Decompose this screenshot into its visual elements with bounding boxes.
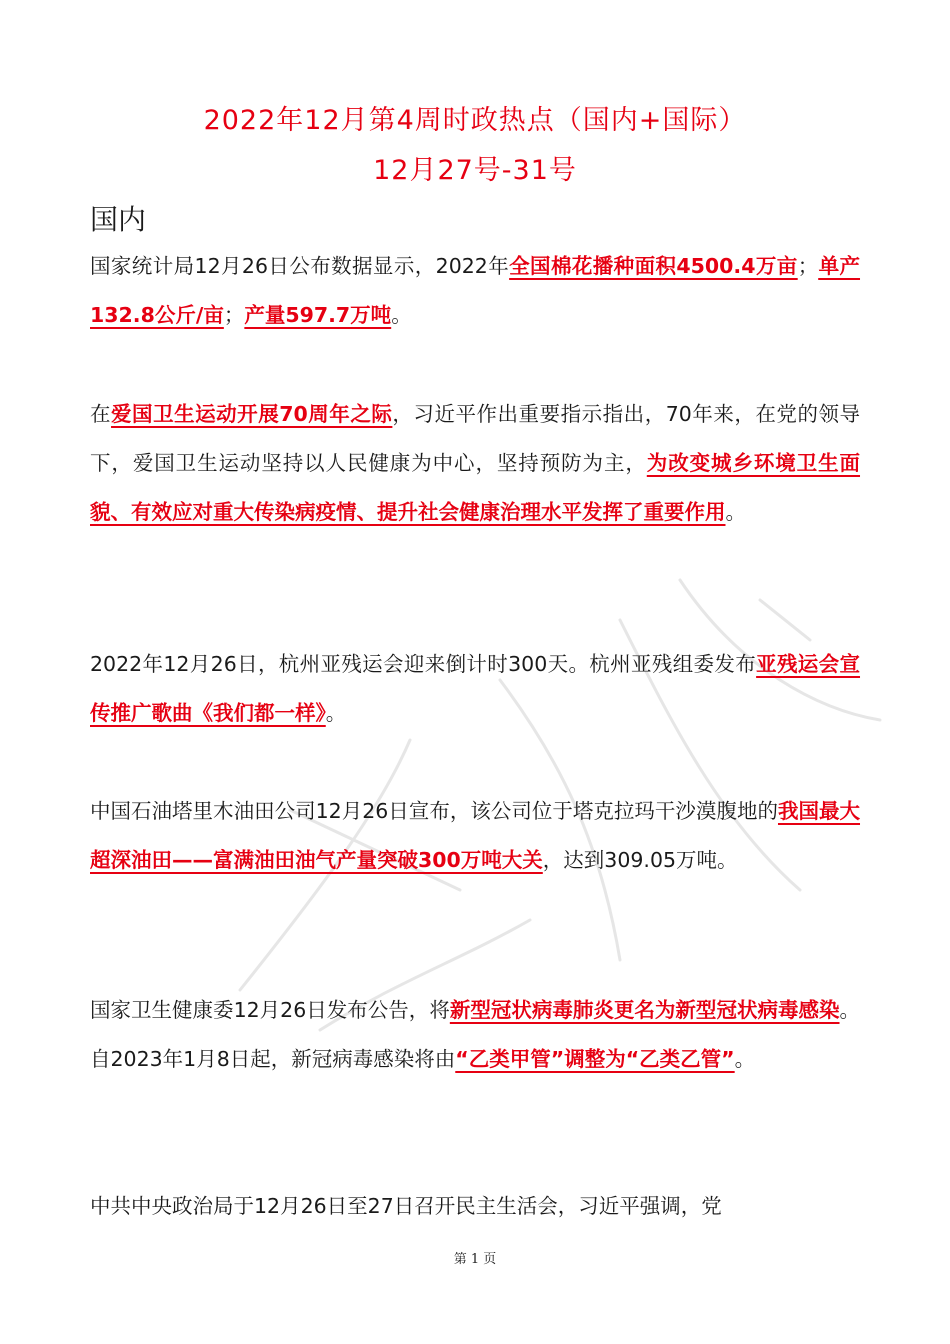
news-paragraph-covid: [90, 986, 860, 1084]
text-run: 中共中央政治局于12月26日至27日召开民主生活会，习近平强调，党: [90, 1194, 722, 1218]
text-run: ；: [797, 254, 819, 278]
text-run: 2022年12月26日，杭州亚残运会迎来倒计时300天。杭州亚残组委发布: [90, 652, 757, 676]
news-paragraph-politburo: [90, 1182, 860, 1231]
text-run: 在: [90, 402, 112, 426]
text-run: 。: [725, 500, 746, 524]
highlight-text: “乙类甲管”调整为“乙类乙管”: [455, 1047, 735, 1071]
highlight-text: 产量597.7万吨: [244, 303, 392, 327]
section-heading-domestic: 国内: [90, 203, 147, 236]
highlight-text: 我国最大超深油田——富满油田油气产量突破300万吨大关: [90, 799, 861, 872]
text-run: 国家卫生健康委12月26日发布公告，将: [90, 998, 450, 1022]
text-run: 。: [391, 303, 412, 327]
news-paragraph-oilfield: [90, 787, 860, 885]
highlight-text: 全国棉花播种面积4500.4万亩: [509, 254, 798, 278]
page-number: 第 1 页: [453, 1252, 497, 1267]
news-paragraph-hygiene: [90, 390, 860, 537]
page-title: 2022年12月第4周时政热点（国内+国际）: [203, 105, 747, 136]
text-run: 中国石油塔里木油田公司12月26日宣布，该公司位于塔克拉玛干沙漠腹地的: [90, 799, 778, 823]
news-paragraph-cotton: [90, 242, 860, 340]
highlight-text: 为改变城乡环境卫生面貌、有效应对重大传染病疫情、提升社会健康治理水平发挥了重要作用: [90, 451, 861, 524]
page-subtitle-dates: 12月27号-31号: [373, 155, 577, 186]
highlight-text: 爱国卫生运动开展70周年之际: [111, 402, 393, 426]
highlight-text: 单产132.8公斤/亩: [90, 254, 861, 327]
text-run: 。自2023年1月8日起，新冠病毒感染将由: [90, 998, 861, 1071]
highlight-text: 亚残运会宣传推广歌曲《我们都一样》: [90, 652, 861, 725]
text-run: 。: [734, 1047, 756, 1071]
text-run: ，习近平作出重要指示指出，70年来，在党的领导下，爱国卫生运动坚持以人民健康为中心，坚持预防为主，: [90, 402, 860, 475]
text-run: ，达到309.05万吨。: [542, 848, 738, 872]
text-run: 。: [325, 701, 347, 725]
text-run: 国家统计局12月26日公布数据显示，2022年: [90, 254, 510, 278]
highlight-text: 新型冠状病毒肺炎更名为新型冠状病毒感染: [449, 998, 840, 1022]
text-run: ；: [223, 303, 245, 327]
news-paragraph-asian-para-games: [90, 640, 860, 738]
